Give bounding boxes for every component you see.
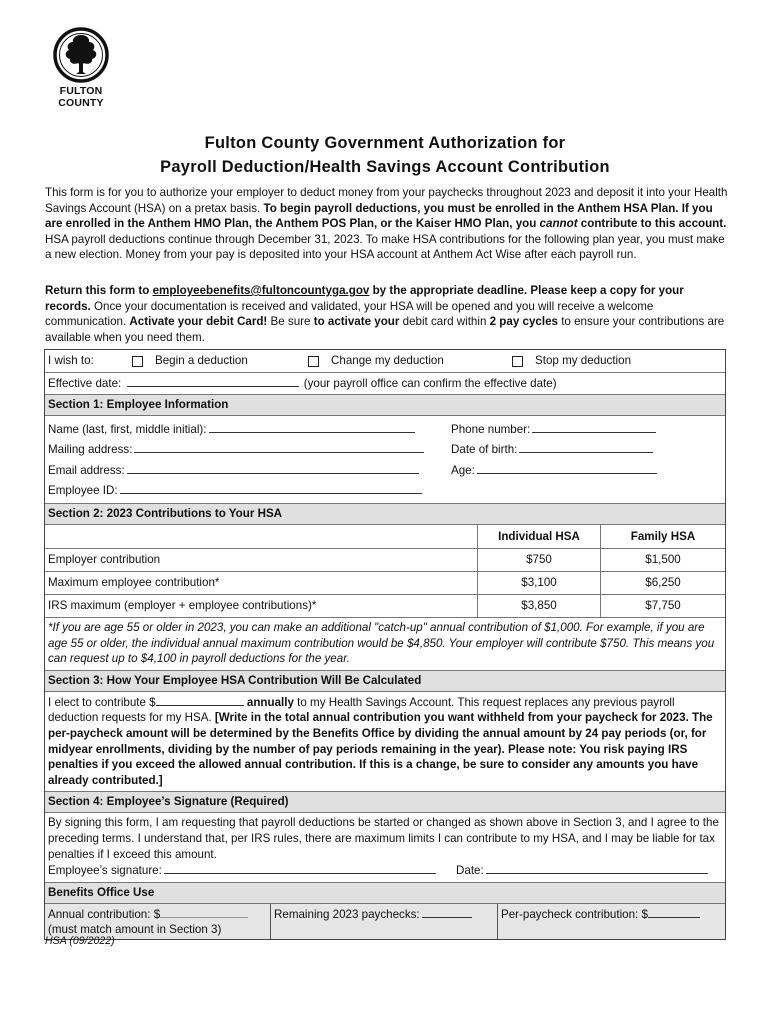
table-row (45, 595, 725, 618)
name-label: Name (last, first, middle initial): (48, 422, 207, 436)
tree-icon (52, 26, 110, 84)
contributions-table-wrap (45, 525, 725, 618)
return-text: Return this form to (45, 284, 153, 297)
section-2-header: Section 2: 2023 Contributions to Your HSA (45, 504, 725, 525)
hsa-form (44, 349, 726, 940)
intro-bold-text: To begin payroll deductions, you must be enrolled in the Anthem HSA Plan. If you are enrolled in the Anthem HMO Plan, the Anthem POS Plan, or the Kaiser HMO Plan, you (45, 201, 713, 231)
fulton-county-logo (50, 26, 112, 108)
remaining-paychecks-cell (270, 904, 497, 939)
annual-contribution-label: Annual contribution: $ (48, 907, 161, 921)
annual-contribution-note: (must match amount in Section 3) (48, 922, 222, 936)
age-field[interactable] (477, 462, 657, 474)
change-deduction-label: Change my deduction (331, 354, 444, 367)
table-header-family: Family HSA (601, 525, 726, 549)
phone-field[interactable] (532, 421, 656, 433)
elect-label: I elect to contribute $ (48, 695, 156, 709)
name-field[interactable] (209, 421, 415, 433)
dob-field[interactable] (519, 441, 653, 453)
per-paycheck-cell (497, 904, 703, 939)
return-text-7: to ensure your contributions are available when you need them. (45, 315, 725, 344)
stop-deduction-checkbox[interactable] (512, 356, 523, 367)
intro-bold-text-2: contribute to this account. (577, 217, 727, 231)
per-paycheck-field[interactable] (648, 906, 700, 918)
employee-id-field[interactable] (120, 482, 422, 494)
annual-contribution-cell (45, 904, 270, 939)
annual-amount-field[interactable] (156, 694, 244, 706)
table-header-individual: Individual HSA (478, 525, 601, 549)
per-paycheck-label: Per-paycheck contribution: $ (501, 907, 648, 921)
table-header-row (45, 525, 725, 549)
return-text-4: Be sure (267, 315, 314, 329)
signature-terms: By signing this form, I am requesting that payroll deductions be started or changed as shown above in Section 3, and I agree to the preceding terms. I understand that, per IRS rules, there are maximum limits I can contribute to my HSA, and I may be liable for tax penalties if I exceed this amount. (48, 816, 719, 861)
individual-value: $750 (478, 549, 601, 572)
change-deduction-option[interactable] (308, 353, 512, 369)
benefits-office-header: Benefits Office Use (45, 883, 725, 904)
family-value: $7,750 (601, 595, 726, 618)
section-3-body: to my Health Savings Account. This request replaces any previous payroll deduction requests for my HSA. (48, 695, 675, 725)
remaining-paychecks-field[interactable] (422, 906, 472, 918)
intro-paragraph (45, 185, 730, 263)
return-text-6: debit card within (399, 315, 490, 329)
return-text-3: Once your documentation is received and validated, your HSA will be opened and you will receive a welcome communication. (45, 299, 654, 329)
logo-text-line1: FULTON (59, 85, 103, 97)
section-4-body (45, 813, 725, 882)
email-field[interactable] (127, 462, 419, 474)
family-value: $1,500 (601, 549, 726, 572)
table-row (45, 572, 725, 595)
section-3-header: Section 3: How Your Employee HSA Contribution Will Be Calculated (45, 671, 725, 692)
effective-date-field[interactable] (127, 375, 299, 387)
mailing-address-label: Mailing address: (48, 443, 133, 457)
return-instructions (45, 283, 730, 345)
section-1-fields (45, 416, 725, 504)
individual-value: $3,100 (478, 572, 601, 595)
phone-label: Phone number: (451, 422, 531, 436)
dob-label: Date of birth: (451, 443, 518, 457)
age-label: Age: (451, 463, 475, 477)
page-title (40, 131, 730, 179)
contributions-table (45, 525, 725, 617)
date-label: Date: (456, 864, 484, 878)
individual-value: $3,850 (478, 595, 601, 618)
table-header-blank (45, 525, 478, 549)
wish-label: I wish to: (48, 354, 94, 367)
begin-deduction-label: Begin a deduction (155, 354, 248, 367)
title-line-1: Fulton County Government Authorization for (204, 134, 566, 152)
return-text-5: to activate your (313, 315, 400, 329)
row-label: Employer contribution (45, 549, 478, 572)
effective-date-row (45, 373, 725, 395)
row-label: Maximum employee contribution* (45, 572, 478, 595)
annual-contribution-field[interactable] (160, 906, 248, 918)
employee-id-label: Employee ID: (48, 484, 118, 498)
annually-text: annually (246, 695, 294, 709)
return-text-2: by the appropriate deadline. Please keep a copy for your records. (45, 284, 684, 313)
wish-row (45, 350, 725, 373)
section-3-instructions: [Write in the total annual contribution you want withheld from your paycheck for 2023. The per-paycheck amount will be determined by the Benefits Office by dividing the annual amount by 24 pay periods (or, for midyear enrollments, dividing by the number of pay periods remaining in the year). Please note: You risk paying IRS penalties if you exceed the allowed annual contribution. If this is a change, be sure to consider any amounts you have already contributed.] (48, 711, 713, 787)
remaining-paychecks-label: Remaining 2023 paychecks: (274, 907, 420, 921)
effective-date-label: Effective date: (48, 377, 122, 390)
table-row (45, 549, 725, 572)
intro-text-2: HSA payroll deductions continue through December 31, 2023. To make HSA contributions for the following plan year, you must make a new election. Money from your pay is deposited into your HSA account at Anthem Act Wise after each payroll run. (45, 232, 725, 262)
begin-deduction-checkbox[interactable] (132, 356, 143, 367)
intro-cannot-text: cannot (539, 217, 578, 231)
email-label: Email address: (48, 463, 125, 477)
begin-deduction-option[interactable] (132, 353, 308, 369)
activate-card-text: Activate your debit Card! (129, 315, 268, 329)
effective-date-note: (your payroll office can confirm the effective date) (303, 377, 557, 390)
email-link[interactable]: employeebenefits@fultoncountyga.gov (152, 284, 370, 297)
title-line-2: Payroll Deduction/Health Savings Account Contribution (160, 158, 610, 176)
pay-cycles-text: 2 pay cycles (489, 315, 558, 329)
logo-text-line2: COUNTY (58, 97, 104, 109)
section-3-text (45, 692, 725, 793)
section-1-header: Section 1: Employee Information (45, 395, 725, 416)
stop-deduction-option[interactable] (512, 353, 631, 369)
signature-field[interactable] (164, 862, 436, 874)
form-version: HSA (09/2022) (45, 935, 115, 947)
intro-text: This form is for you to authorize your employer to deduct money from your paychecks throughout 2023 and deposit it into your Health Savings Account (HSA) on a pretax basis. (45, 186, 728, 215)
signature-label: Employee’s signature: (48, 864, 162, 878)
signature-date-field[interactable] (486, 862, 708, 874)
family-value: $6,250 (601, 572, 726, 595)
mailing-address-field[interactable] (134, 441, 424, 453)
stop-deduction-label: Stop my deduction (535, 354, 632, 367)
section-4-header: Section 4: Employee’s Signature (Required) (45, 792, 725, 813)
change-deduction-checkbox[interactable] (308, 356, 319, 367)
row-label: IRS maximum (employer + employee contributions)* (45, 595, 478, 618)
catch-up-note: *If you are age 55 or older in 2023, you can make an additional "catch-up" annual contribution of $1,000. For example, if you are age 55 or older, the individual annual maximum contribution would be $4,850. Your employer will contribute $750. This means you can request up to $4,100 in payroll deductions for the year. (45, 618, 725, 671)
benefits-office-row (45, 904, 725, 939)
